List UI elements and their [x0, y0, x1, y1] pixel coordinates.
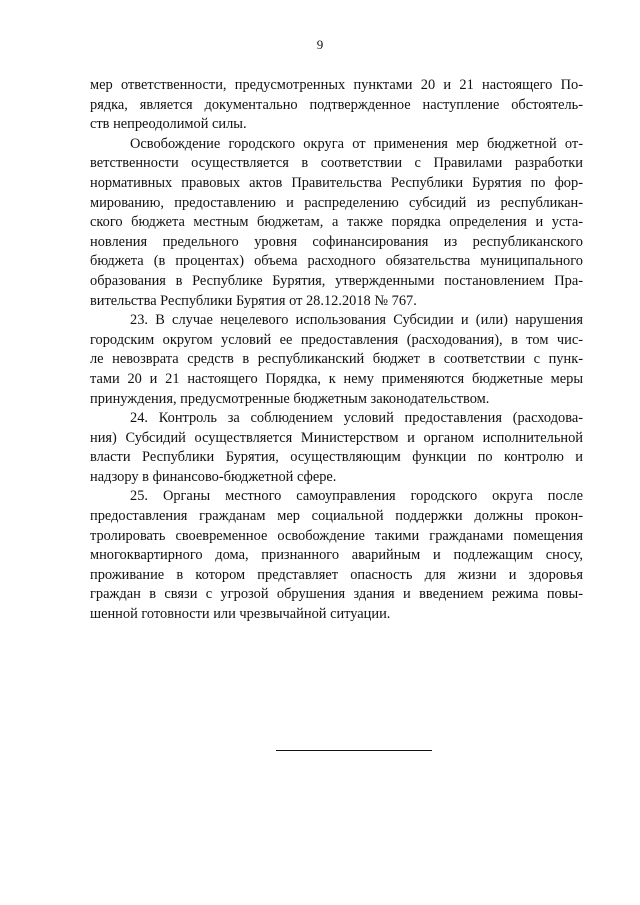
text-line: ветственности осуществляется в соответствии с Правилами разработки — [90, 155, 583, 172]
text-line: власти Республики Бурятия, осуществляющим функции по контролю и — [90, 449, 583, 466]
text-line: предоставления гражданам мер социальной поддержки должны прокон- — [90, 508, 583, 525]
text-line: принуждения, предусмотренные бюджетным законодательством. — [90, 390, 490, 407]
text-line: 23. В случае нецелевого использования Субсидии и (или) нарушения — [130, 312, 583, 329]
text-line: проживание в котором представляет опасность для жизни и здоровья — [90, 566, 583, 583]
paragraph-budget-responsibility-exemption — [90, 135, 583, 311]
text-line: тами 20 и 21 настоящего Порядка, к нему применяются бюджетные меры — [90, 370, 583, 387]
paragraph-item-25 — [90, 487, 583, 624]
text-line: граждан в связи с угрозой обрушения здания и введением режима повы- — [90, 586, 583, 603]
text-line: мер ответственности, предусмотренных пунктами 20 и 21 настоящего По- — [90, 77, 583, 93]
text-line: Освобождение городского округа от применения мер бюджетной от- — [130, 135, 583, 152]
text-line: ле невозврата средств в республиканский бюджет в соответствии с пунк- — [90, 351, 583, 368]
text-line: тролировать своевременное освобождение такими гражданами помещения — [90, 527, 583, 544]
text-line: многоквартирного дома, признанного аварийным и подлежащим сносу, — [90, 547, 583, 564]
paragraph-item-23 — [90, 311, 583, 409]
text-line: мированию, предоставлению и распределению субсидий из республикан- — [90, 194, 583, 211]
end-of-document-rule — [276, 750, 432, 751]
document-body — [90, 76, 583, 625]
text-line: рядка, является документально подтвержденное наступление обстоятель- — [90, 96, 583, 113]
paragraph-item-24 — [90, 409, 583, 487]
text-line: надзору в финансово-бюджетной сфере. — [90, 468, 337, 485]
text-line: 24. Контроль за соблюдением условий предоставления (расходова- — [130, 410, 583, 427]
paragraph-continuation — [90, 76, 583, 135]
text-line: образования в Республике Бурятия, утвержденными постановлением Пра- — [90, 272, 583, 289]
text-line: 25. Органы местного самоуправления городского округа после — [130, 488, 583, 505]
text-line: шенной готовности или чрезвычайной ситуации. — [90, 606, 391, 623]
text-line: городским округом условий ее предоставления (расходования), в том чис- — [90, 331, 583, 348]
page-number: 9 — [316, 37, 324, 52]
text-line: ского бюджета местным бюджетам, а также порядка определения и уста- — [90, 214, 583, 231]
text-line: ств непреодолимой силы. — [90, 116, 247, 133]
text-line: бюджета (в процентах) объема расходного обязательства муниципального — [90, 253, 583, 270]
text-line: нормативных правовых актов Правительства Республики Бурятия по фор- — [90, 174, 583, 191]
text-line: новления предельного уровня софинансирования из республиканского — [90, 233, 583, 250]
text-line: ния) Субсидий осуществляется Министерством и органом исполнительной — [90, 429, 583, 446]
text-line: вительства Республики Бурятия от 28.12.2018 № 767. — [90, 292, 417, 309]
